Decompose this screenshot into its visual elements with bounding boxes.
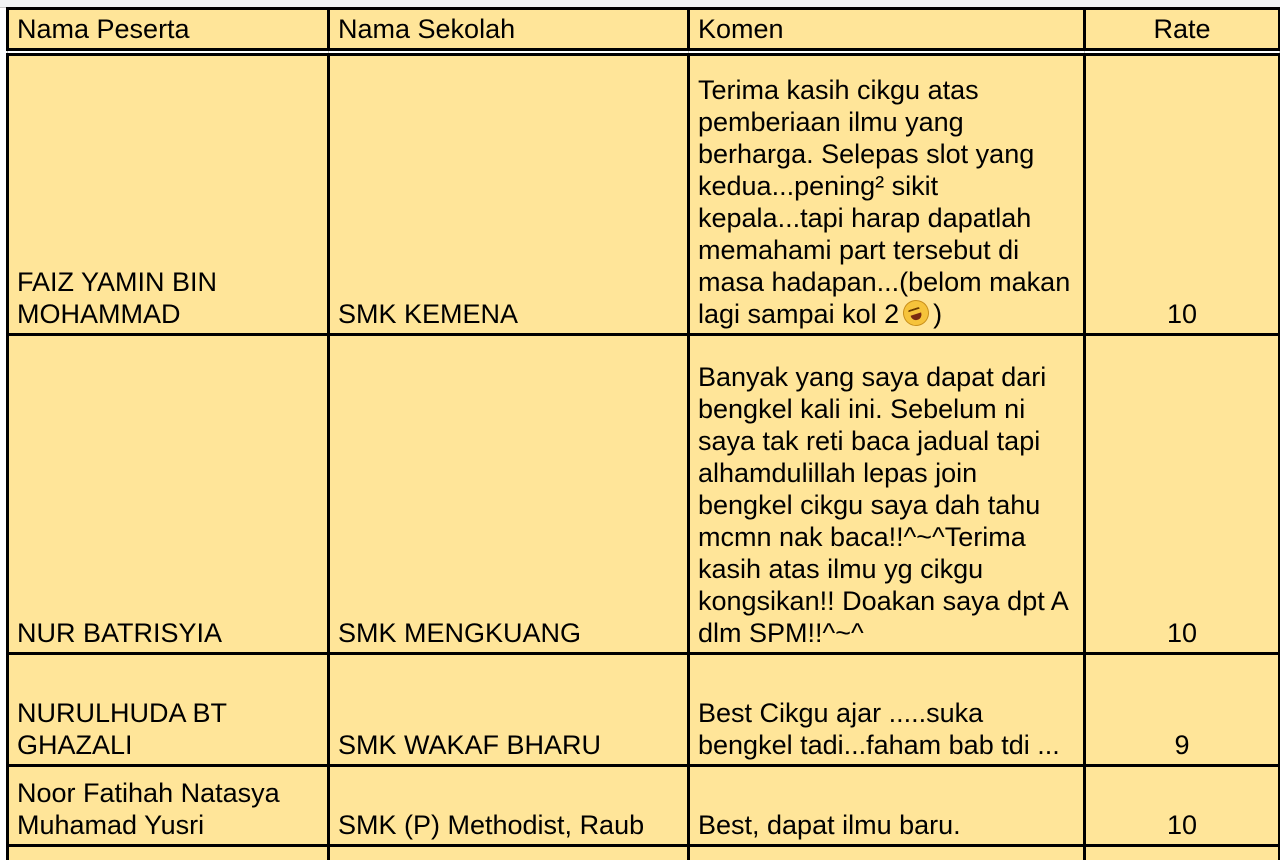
cell-participant-name[interactable]: FAIZ YAMIN BIN MOHAMMAD: [8, 55, 329, 335]
cell-school-name[interactable]: SMK WAKAF BHARU: [329, 654, 689, 766]
header-cell-comment[interactable]: Komen: [689, 9, 1085, 50]
cell-rate[interactable]: 9: [1085, 654, 1280, 766]
header-row: [8, 9, 1280, 50]
table-row: [8, 335, 1280, 654]
cell-participant-name[interactable]: Noor Fatihah Natasya Muhamad Yusri: [8, 766, 329, 846]
empty-cell[interactable]: [1085, 846, 1280, 860]
table-row: [8, 654, 1280, 766]
feedback-table: [6, 7, 1280, 860]
table-row-partial: [8, 846, 1280, 860]
comment-text: Terima kasih cikgu atas pemberiaan ilmu yang berharga. Selepas slot yang kedua...pening² sikit kepala...tapi harap dapatlah memahami part tersebut di masa hadapan...(belom makan lagi sampai kol 2: [698, 75, 1071, 329]
cell-comment[interactable]: [689, 55, 1085, 335]
cell-participant-name[interactable]: NURULHUDA BT GHAZALI: [8, 654, 329, 766]
cell-rate[interactable]: 10: [1085, 766, 1280, 846]
cell-rate[interactable]: 10: [1085, 55, 1280, 335]
cell-comment[interactable]: Best Cikgu ajar .....suka bengkel tadi...faham bab tdi ...: [689, 654, 1085, 766]
empty-cell[interactable]: [689, 846, 1085, 860]
header-cell-name[interactable]: Nama Peserta: [8, 9, 329, 50]
header-cell-school[interactable]: Nama Sekolah: [329, 9, 689, 50]
cell-participant-name[interactable]: NUR BATRISYIA: [8, 335, 329, 654]
empty-cell[interactable]: [329, 846, 689, 860]
cell-comment[interactable]: Best, dapat ilmu baru.: [689, 766, 1085, 846]
table-row: [8, 766, 1280, 846]
empty-cell[interactable]: [8, 846, 329, 860]
cell-school-name[interactable]: SMK MENGKUANG: [329, 335, 689, 654]
header-cell-rate[interactable]: Rate: [1085, 9, 1280, 50]
table-row: [8, 55, 1280, 335]
cell-comment[interactable]: Banyak yang saya dapat dari bengkel kali ini. Sebelum ni saya tak reti baca jadual tapi alhamdulillah lepas join bengkel cikgu saya dah tahu mcmn nak baca!!^~^Terima kasih atas ilmu yg cikgu kongsikan!! Doakan saya dpt A dlm SPM!!^~^: [689, 335, 1085, 654]
cell-school-name[interactable]: SMK (P) Methodist, Raub: [329, 766, 689, 846]
cell-school-name[interactable]: SMK KEMENA: [329, 55, 689, 335]
comment-tail: ): [933, 299, 943, 329]
rolling-on-floor-laughing-emoji-icon: [900, 297, 933, 330]
cell-rate[interactable]: 10: [1085, 335, 1280, 654]
